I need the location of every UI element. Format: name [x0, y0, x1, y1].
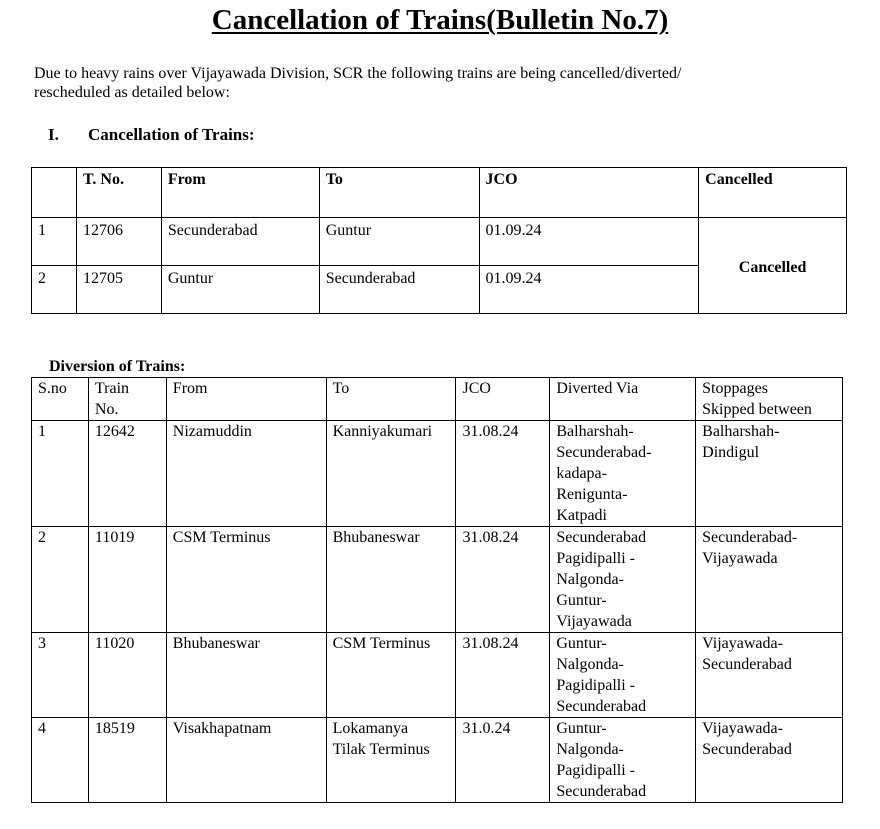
table-row [32, 718, 843, 803]
table-row [32, 527, 843, 633]
via-line: Pagidipalli - [556, 550, 635, 567]
diverted-via-cell [550, 633, 696, 718]
train-number-cell: 11020 [88, 633, 166, 718]
header-cell: To [319, 168, 479, 218]
skip-line: Balharshah- [702, 423, 780, 440]
to-cell: Guntur [319, 218, 479, 266]
from-cell: Nizamuddin [166, 421, 326, 527]
header-line: No. [94, 401, 119, 418]
via-line: Balharshah- [556, 423, 634, 440]
section-title: Cancellation of Trains: [88, 125, 255, 144]
train-number-cell: 18519 [88, 718, 166, 803]
table-row [32, 218, 847, 266]
train-number-cell: 12706 [76, 218, 161, 266]
jco-cell: 31.08.24 [456, 421, 550, 527]
to-line: CSM Terminus [332, 635, 431, 652]
via-line: Nalgonda- [556, 741, 624, 758]
sno-cell: 1 [32, 218, 77, 266]
header-cell: T. No. [76, 168, 161, 218]
via-line: Secunderabad [556, 783, 647, 800]
skip-line: Vijayawada- [702, 720, 783, 737]
jco-cell: 01.09.24 [479, 266, 699, 314]
via-line: Secunderabad [556, 529, 647, 546]
from-cell: Bhubaneswar [166, 633, 326, 718]
sno-cell: 4 [32, 718, 89, 803]
intro-line: rescheduled as detailed below: [34, 84, 230, 101]
header-cell-to: To [326, 378, 456, 421]
via-line: Guntur- [556, 720, 607, 737]
header-cell-sno: S.no [32, 378, 89, 421]
via-line: Renigunta- [556, 486, 628, 503]
via-line: Katpadi [556, 507, 607, 524]
to-cell [326, 421, 456, 527]
section-heading-diversion: Diversion of Trains: [49, 358, 186, 375]
via-line: Nalgonda- [556, 656, 624, 673]
page-title: Cancellation of Trains(Bulletin No.7) [211, 4, 669, 36]
to-line: Kanniyakumari [332, 423, 433, 440]
skipped-cell [696, 633, 843, 718]
train-number-cell: 11019 [88, 527, 166, 633]
via-line: Secunderabad- [556, 444, 652, 461]
skipped-cell [696, 421, 843, 527]
sno-cell: 2 [32, 266, 77, 314]
section-heading-cancellation [48, 125, 255, 145]
to-cell [326, 633, 456, 718]
skip-line: Vijayawada- [702, 635, 783, 652]
jco-cell: 31.0.24 [456, 718, 550, 803]
from-cell: Visakhapatnam [166, 718, 326, 803]
from-cell: CSM Terminus [166, 527, 326, 633]
header-cell: JCO [479, 168, 699, 218]
header-line: Stoppages [702, 380, 768, 397]
via-line: Nalgonda- [556, 571, 624, 588]
to-cell: Secunderabad [319, 266, 479, 314]
jco-cell: 31.08.24 [456, 527, 550, 633]
jco-cell: 01.09.24 [479, 218, 699, 266]
header-cell-jco: JCO [456, 378, 550, 421]
section-number: I. [48, 125, 59, 144]
table-header-row [32, 168, 847, 218]
to-line: Tilak Terminus [332, 741, 430, 758]
header-line: Skipped between [702, 401, 812, 418]
to-cell [326, 718, 456, 803]
diversion-table [31, 377, 843, 803]
via-line: Secunderabad [556, 698, 647, 715]
to-line: Bhubaneswar [332, 529, 420, 546]
to-line: Lokamanya [332, 720, 409, 737]
cancellation-table [31, 167, 847, 314]
table-header-row [32, 378, 843, 421]
header-cell-skipped [696, 378, 843, 421]
header-cell: Cancelled [699, 168, 847, 218]
train-number-cell: 12642 [88, 421, 166, 527]
from-cell: Guntur [161, 266, 319, 314]
header-cell-train [88, 378, 166, 421]
skipped-cell [696, 718, 843, 803]
diverted-via-cell [550, 421, 696, 527]
skip-line: Secunderabad [702, 741, 792, 758]
intro-paragraph [34, 64, 834, 102]
sno-cell: 3 [32, 633, 89, 718]
header-line: Train [94, 380, 130, 397]
train-number-cell: 12705 [76, 266, 161, 314]
skip-line: Secunderabad- [702, 529, 798, 546]
skip-line: Secunderabad [702, 656, 792, 673]
skip-line: Dindigul [702, 444, 760, 461]
diverted-via-cell [550, 718, 696, 803]
diverted-via-cell [550, 527, 696, 633]
via-line: Guntur- [556, 592, 607, 609]
via-line: Pagidipalli - [556, 762, 635, 779]
via-line: Guntur- [556, 635, 607, 652]
header-cell-via: Diverted Via [550, 378, 696, 421]
table-row [32, 421, 843, 527]
jco-cell: 31.08.24 [456, 633, 550, 718]
via-line: Pagidipalli - [556, 677, 635, 694]
via-line: kadapa- [556, 465, 607, 482]
header-cell-from: From [166, 378, 326, 421]
to-cell [326, 527, 456, 633]
header-cell [32, 168, 77, 218]
from-cell: Secunderabad [161, 218, 319, 266]
sno-cell: 1 [32, 421, 89, 527]
sno-cell: 2 [32, 527, 89, 633]
intro-line: Due to heavy rains over Vijayawada Division, SCR the following trains are being cancelled/diverted/ [34, 65, 682, 82]
via-line: Vijayawada [556, 613, 632, 630]
cancelled-status-cell: Cancelled [699, 218, 847, 314]
header-cell: From [161, 168, 319, 218]
skip-line: Vijayawada [702, 550, 778, 567]
skipped-cell [696, 527, 843, 633]
table-row [32, 633, 843, 718]
